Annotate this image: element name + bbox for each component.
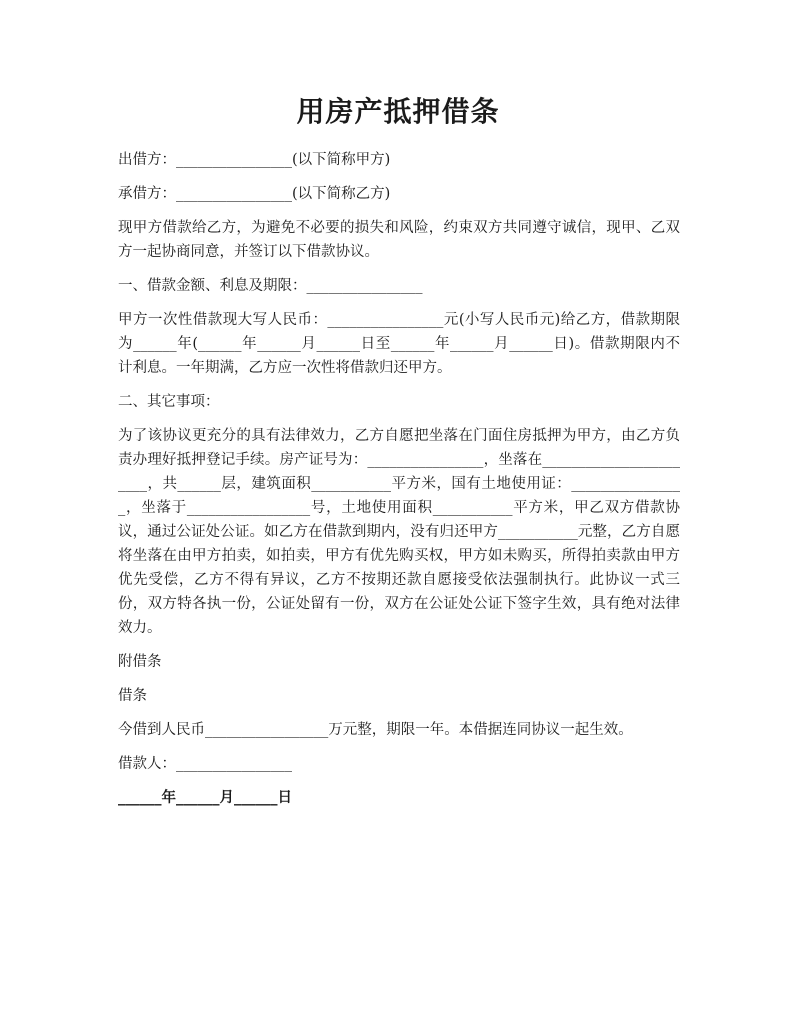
section-one-heading: 一、借款金额、利息及期限：________________ (118, 278, 423, 294)
intro-paragraph: 现甲方借款给乙方，为避免不必要的损失和风险，约束双方共同遵守诚信，现甲、乙双方一起协商同意，并签订以下借款协议。 (118, 220, 680, 260)
attachment-label: 附借条 (118, 654, 162, 670)
date-line: ______年______月______日 (118, 789, 292, 806)
document-body (118, 148, 680, 820)
document-title: 用房产抵押借条 (296, 95, 500, 128)
section-two-heading: 二、其它事项： (118, 394, 220, 410)
borrower-signature-line: 借款人：________________ (118, 756, 292, 772)
borrower-line: 承借方：________________(以下简称乙方) (118, 186, 391, 202)
mortgage-terms-paragraph: 为了该协议更充分的具有法律效力，乙方自愿把坐落在门面住房抵押为甲方，由乙方负责办理好抵押登记手续。房产证号为：________________，坐落在_______________________，共______层，建筑面积___________平方米，国有土地使用证：________________，坐落于_________________号，土地使用面积___________平方米，甲乙双方借款协议，通过公证处公证。如乙方在借款到期内，没有归还甲方___________元整，乙方自愿将坐落在由甲方拍卖，如拍卖，甲方有优先购买权，甲方如未购买，所得拍卖款由甲方优先受偿，乙方不得有异议，乙方不按期还款自愿接受依法强制执行。此协议一式三份，双方特各执一份，公证处留有一份，双方在公证处公证下签字生效，具有绝对法律效力。 (118, 428, 680, 636)
lender-line: 出借方：________________(以下简称甲方) (118, 152, 391, 168)
iou-statement: 今借到人民币_________________万元整，期限一年。本借据连同协议一起生效。 (118, 722, 633, 738)
loan-terms-paragraph: 甲方一次性借款现大写人民币：________________元(小写人民币元)给乙方，借款期限为______年(______年______月______日至______年______月______日)。借款期限内不计利息。一年期满，乙方应一次性将借款归还甲方。 (118, 312, 680, 376)
iou-heading: 借条 (118, 688, 147, 704)
